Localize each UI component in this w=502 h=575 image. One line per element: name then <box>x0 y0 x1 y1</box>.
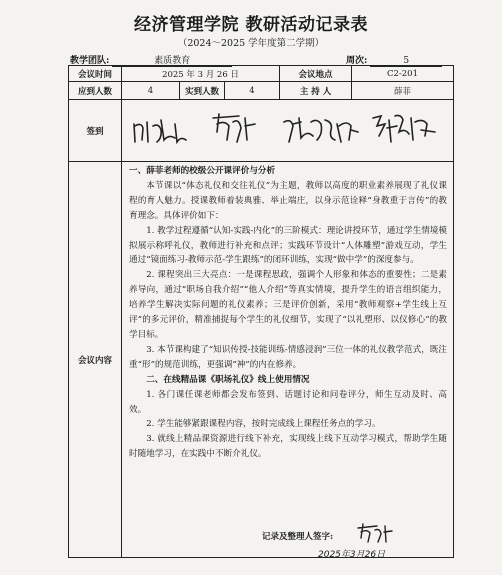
actual-count-label: 实到人数 <box>184 86 219 97</box>
paragraph-1: 本节课以“体态礼仪和交往礼仪”为主题，教师以高度的职业素养展现了礼仪课程的育人魅力。授课教师着装典雅、举止端庄，以身示范诠释“身教重于言传”的教育理念。具体评价如下： <box>129 180 447 221</box>
content-label: 会议内容 <box>77 356 112 366</box>
paragraph-5: 1. 各门课任课老师都会发布签到、话题讨论和问卷评分，师生互动及时、高效。 <box>129 389 447 415</box>
paragraph-7: 3. 就线上精品课资源进行线下补充，实现线上线下互动学习模式，帮助学生随时随地学习，在实践中不断介礼仪。 <box>129 434 447 460</box>
meeting-content <box>121 161 453 559</box>
paragraph-6: 2. 学生能够紧跟课程内容，按时完成线上课程任务点的学习。 <box>146 419 381 430</box>
week-label: 周次: <box>346 56 368 66</box>
expected-count-label: 应到人数 <box>77 86 112 97</box>
team-label: 教学团队: <box>70 56 110 66</box>
record-table <box>68 65 454 558</box>
recorder-date: 2025年3月26日 <box>318 550 386 560</box>
sign-in-label: 签到 <box>86 126 104 137</box>
meeting-time-label: 会议时间 <box>77 69 112 80</box>
week-value: 5 <box>370 56 442 67</box>
recorder-label: 记录及整理人签字: <box>262 532 334 542</box>
signature-3 <box>281 112 361 148</box>
signature-4 <box>369 110 439 148</box>
host-value: 薛菲 <box>393 86 411 97</box>
section-1-title: 一、薛菲老师的校级公开课评价与分析 <box>129 166 276 176</box>
semester-subtitle: （2024～2025 学年度第二学期） <box>177 38 325 49</box>
signature-1 <box>131 114 191 146</box>
meeting-time-value: 2025 年 3 月 26 日 <box>162 69 239 80</box>
meeting-place-label: 会议地点 <box>298 69 333 80</box>
signature-2 <box>209 110 259 146</box>
paragraph-3: 2. 课程突出三大亮点：一是课程思政，强调个人形象和体态的重要性；二是素养导向，通过“职场自我介绍”“他人介绍”等真实情境，提升学生的语言组织能力，培养学生解决实际问题的礼仪素养；三是评价创新，采用“教师观察+学生线上互评”的多元评价，精准捕捉每个学生的礼仪细节，实现了“以礼塑形、以仪修心”的教学目标。 <box>129 270 447 340</box>
paragraph-4: 3. 本节课构建了“知识传授-技能训练-情感浸润”三位一体的礼仪教学范式，既注重“形”的规范训练，更强调“神”的内在修养。 <box>129 344 447 370</box>
meeting-place-value: C2-201 <box>386 68 418 79</box>
page-title: 经济管理学院 教研活动记录表 <box>134 15 368 35</box>
host-label: 主 持 人 <box>299 86 332 97</box>
recorder-signature <box>355 522 395 544</box>
section-2-title: 二、在线精品课《职场礼仪》线上使用情况 <box>146 374 310 385</box>
paragraph-2: 1. 教学过程遵循“认知-实践-内化”的三阶模式：理论讲授环节，通过学生情境模拟展示称呼礼仪，教师进行补充和点评；实践环节设计“人体雕塑”游戏互动，学生通过“镜面练习-教师示范-学生跟练”的闭环训练，实现“做中学”的深度参与。 <box>129 225 447 266</box>
team-value: 素质教育 <box>112 53 232 67</box>
actual-count-value: 4 <box>249 85 255 96</box>
expected-count-value: 4 <box>147 85 154 96</box>
